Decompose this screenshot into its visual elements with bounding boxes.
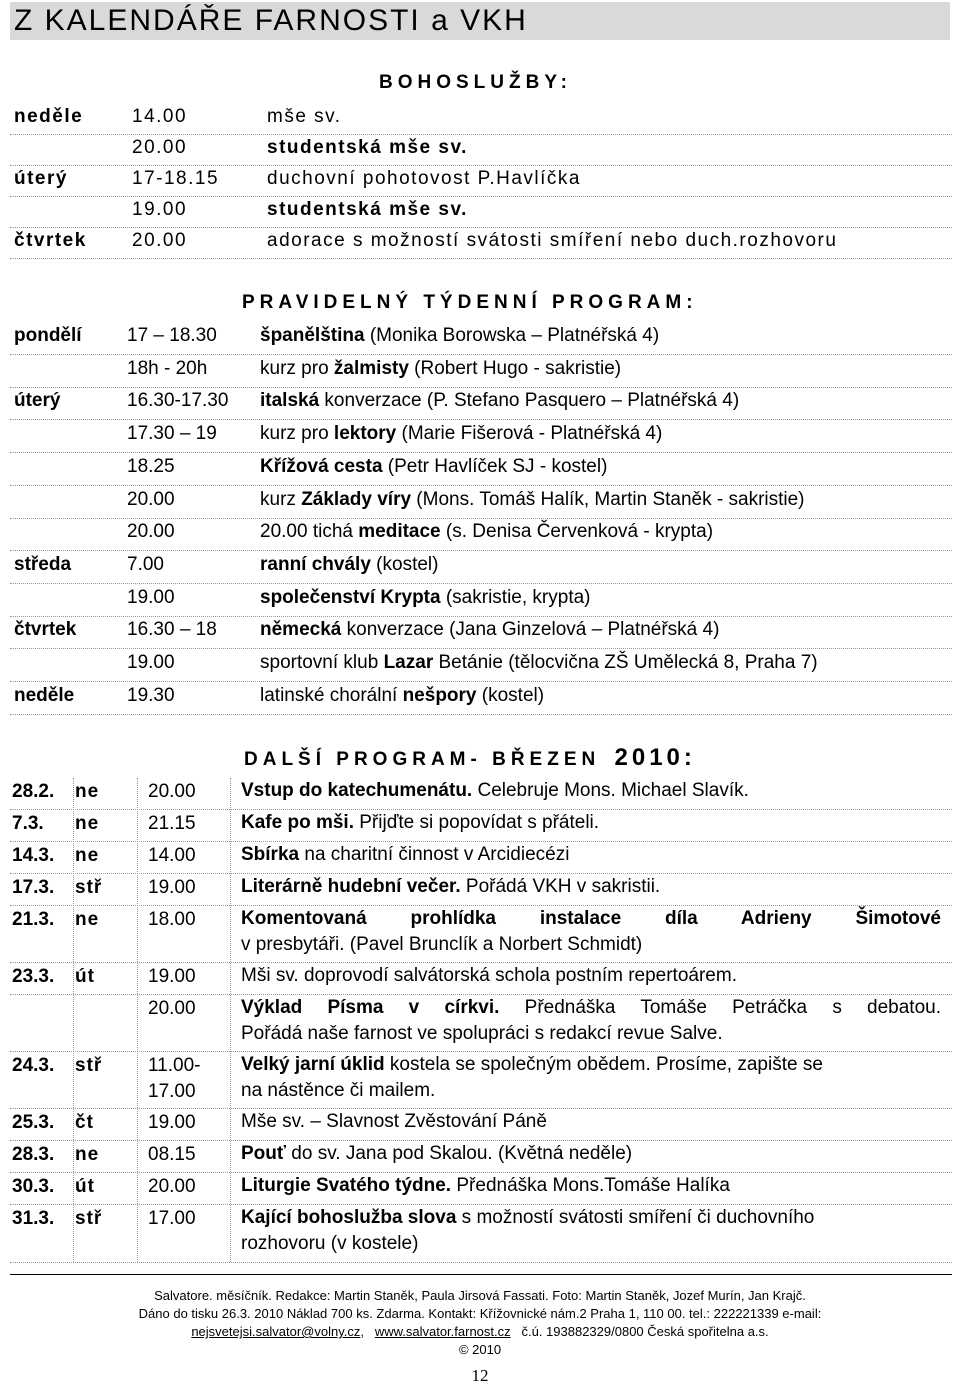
weekly-time: 18.25 xyxy=(127,455,175,477)
event-date: 23.3. xyxy=(12,966,55,987)
weekly-desc-bold: Základy víry xyxy=(301,488,412,510)
event-date: 14.3. xyxy=(12,845,55,866)
event-date: 21.3. xyxy=(12,909,55,930)
event-row xyxy=(10,995,952,1052)
weekly-row xyxy=(10,584,952,617)
weekly-desc-pre: kurz pro xyxy=(260,357,334,379)
weekly-desc-post: (Monika Borowska – Platnéřská 4) xyxy=(364,325,660,346)
weekly-desc-pre: kurz xyxy=(260,488,302,510)
weekly-row xyxy=(10,387,952,420)
event-date: 31.3. xyxy=(12,1208,55,1229)
weekly-title: PRAVIDELNÝ TÝDENNÍ PROGRAM: xyxy=(242,292,698,313)
copyright: © 2010 xyxy=(458,1342,502,1357)
weekly-desc-bold: německá xyxy=(260,619,342,641)
event-weekday: ne xyxy=(75,845,100,866)
weekly-desc xyxy=(260,685,544,707)
event-row xyxy=(10,906,952,963)
event-desc-line2: rozhovoru (v kostele) xyxy=(241,1233,419,1254)
service-desc: adorace s možností svátosti smíření nebo duch.rozhovoru xyxy=(267,230,838,251)
footer-credits: Salvatore. měsíčník. Redakce: Martin Staněk, Paula Jirsová Fassati. Foto: Martin Staněk, Jozef Murín, Jan Krajč. xyxy=(154,1288,806,1303)
weekly-desc-post: (Petr Havlíček SJ - kostel) xyxy=(382,455,608,477)
weekly-time: 16.30-17.30 xyxy=(127,390,229,412)
event-time: 20.00 xyxy=(148,998,196,1019)
weekly-time: 19.00 xyxy=(127,652,175,673)
event-row xyxy=(10,1141,952,1173)
weekly-day: neděle xyxy=(14,684,75,706)
event-row xyxy=(10,842,952,874)
event-desc-rest: kostela se společným obědem. Prosíme, zapište se xyxy=(384,1054,823,1075)
event-desc-bold: Pouť xyxy=(241,1143,286,1164)
weekly-desc xyxy=(260,358,621,380)
event-desc-line xyxy=(241,963,941,989)
event-desc xyxy=(241,963,941,989)
event-desc-bold: Kající bohoslužba slova xyxy=(241,1207,457,1228)
event-desc xyxy=(241,874,941,900)
other-title-year: 2010: xyxy=(614,744,696,771)
event-desc-line xyxy=(241,1109,941,1135)
event-desc xyxy=(241,1109,941,1135)
event-weekday: stř xyxy=(75,1055,103,1076)
event-desc xyxy=(241,1052,941,1104)
footer-divider xyxy=(10,1274,952,1275)
event-date: 7.3. xyxy=(12,813,44,834)
weekly-time: 18h - 20h xyxy=(127,357,208,379)
event-row xyxy=(10,810,952,842)
weekly-desc-pre: sportovní klub xyxy=(260,652,384,673)
event-desc-rest: na charitní činnost v Arcidiecézi xyxy=(299,844,570,865)
weekly-desc xyxy=(260,456,607,478)
event-desc xyxy=(241,1141,941,1167)
event-desc-bold: Vstup do katechumenátu. xyxy=(241,780,473,801)
service-day: neděle xyxy=(14,106,84,127)
weekly-desc-post: konverzace (Jana Ginzelová – Platnéřská 4) xyxy=(341,619,720,641)
weekly-time: 17.30 – 19 xyxy=(127,423,217,445)
event-desc-line xyxy=(241,1052,941,1078)
event-weekday: ne xyxy=(75,813,100,834)
service-desc: duchovní pohotovost P.Havlíčka xyxy=(267,168,581,189)
event-desc-line xyxy=(241,874,941,900)
event-weekday: stř xyxy=(75,877,103,898)
weekly-desc-bold: ranní chvály xyxy=(260,553,371,575)
event-time: 14.00 xyxy=(148,845,196,866)
event-weekday: út xyxy=(75,1176,95,1197)
event-weekday: stř xyxy=(75,1208,103,1229)
event-date: 17.3. xyxy=(12,877,55,898)
weekly-desc xyxy=(260,489,805,511)
weekly-desc-post: konverzace (P. Stefano Pasquero – Platnéřská 4) xyxy=(319,390,740,412)
weekly-time: 19.00 xyxy=(127,586,175,608)
weekly-time: 17 – 18.30 xyxy=(127,325,217,346)
weekly-desc xyxy=(260,390,739,412)
event-time: 19.00 xyxy=(148,1112,196,1133)
services-title: BOHOSLUŽBY: xyxy=(379,72,572,93)
service-desc: studentská mše sv. xyxy=(267,199,468,220)
event-desc xyxy=(241,1205,941,1257)
event-date: 28.2. xyxy=(12,781,55,802)
event-weekday: ne xyxy=(75,781,100,802)
event-desc-rest: Mši sv. doprovodí salvátorská schola postním repertoárem. xyxy=(241,965,737,986)
weekly-row xyxy=(10,616,952,649)
event-weekday: ne xyxy=(75,1144,100,1165)
event-desc-rest: Pořádá VKH v sakristii. xyxy=(460,876,661,897)
event-desc-rest: Přijďte si popovídat s přáteli. xyxy=(353,812,600,833)
service-row xyxy=(10,228,952,259)
event-desc xyxy=(241,906,941,958)
event-weekday: čt xyxy=(75,1112,94,1133)
event-time: 08.15 xyxy=(148,1144,196,1165)
weekly-row xyxy=(10,486,952,519)
event-date: 30.3. xyxy=(12,1176,55,1197)
weekly-desc-bold: společenství Krypta xyxy=(260,586,441,608)
service-row xyxy=(10,166,952,197)
event-row xyxy=(10,778,952,810)
event-desc-line xyxy=(241,778,941,804)
event-row xyxy=(10,1173,952,1205)
service-desc: studentská mše sv. xyxy=(267,137,468,158)
service-time: 19.00 xyxy=(132,199,188,220)
web-link[interactable]: www.salvator.farnost.cz xyxy=(374,1324,511,1339)
weekly-day: čtvrtek xyxy=(14,619,77,641)
weekly-desc xyxy=(260,521,713,543)
other-title-text: DALŠÍ PROGRAM- BŘEZEN xyxy=(244,749,601,770)
event-time: 17.00 xyxy=(148,1208,196,1229)
event-desc-bold: Výklad Písma v církvi. xyxy=(241,997,500,1018)
event-desc-line xyxy=(241,810,941,836)
event-time-end: 17.00 xyxy=(148,1081,196,1102)
event-time: 19.00 xyxy=(148,966,196,987)
event-desc-bold: Komentovaná prohlídka instalace díla Adrieny Šimotové xyxy=(241,908,941,929)
event-desc xyxy=(241,842,941,868)
page-title: Z KALENDÁŘE FARNOSTI a VKH xyxy=(10,2,950,40)
event-desc-rest: Celebruje Mons. Michael Slavík. xyxy=(472,780,749,801)
event-time: 11.00- xyxy=(148,1055,201,1076)
weekly-row xyxy=(10,420,952,453)
weekly-desc xyxy=(260,325,659,347)
event-desc-line xyxy=(241,1141,941,1167)
weekly-desc-bold: žalmisty xyxy=(333,357,409,379)
weekly-row xyxy=(10,649,952,682)
event-desc xyxy=(241,810,941,836)
weekly-desc-bold: španělština xyxy=(260,325,365,346)
footer-links: nejsvetejsi.salvator@volny.cz, www.salvator.farnost.cz č.ú. 193882329/0800 Česká spořitelna a.s. xyxy=(191,1324,769,1339)
event-desc-bold: Kafe po mši. xyxy=(241,812,354,833)
weekly-desc-post: (s. Denisa Červenková - krypta) xyxy=(440,521,714,543)
weekly-row xyxy=(10,453,952,486)
weekly-desc-post: (sakristie, krypta) xyxy=(440,586,591,608)
event-desc-line2: Pořádá naše farnost ve spolupráci s redakcí revue Salve. xyxy=(241,1023,723,1044)
event-desc-bold: Literárně hudební večer. xyxy=(241,876,461,897)
event-desc-rest: do sv. Jana pod Skalou. (Květná neděle) xyxy=(286,1143,633,1164)
weekly-desc-pre: 20.00 tichá xyxy=(260,521,359,543)
event-row xyxy=(10,963,952,995)
service-desc: mše sv. xyxy=(267,106,342,127)
event-desc-line xyxy=(241,842,941,868)
event-desc-line xyxy=(241,1205,941,1231)
event-row xyxy=(10,1205,952,1263)
weekly-desc xyxy=(260,619,719,641)
event-row xyxy=(10,1052,952,1109)
weekly-desc-bold: italská xyxy=(260,390,320,412)
event-desc xyxy=(241,778,941,804)
event-time: 18.00 xyxy=(148,909,196,930)
event-desc xyxy=(241,1173,941,1199)
weekly-row xyxy=(10,355,952,388)
event-desc-rest: s možností svátosti smíření či duchovního xyxy=(456,1207,815,1228)
weekly-row xyxy=(10,682,952,715)
event-desc-line2: na nástěnce či mailem. xyxy=(241,1080,436,1101)
weekly-day: středa xyxy=(14,553,72,575)
weekly-time: 20.00 xyxy=(127,521,175,543)
event-desc-line xyxy=(241,906,941,932)
weekly-desc-post: (kostel) xyxy=(476,684,545,706)
event-desc-rest: Přednáška Mons.Tomáše Halíka xyxy=(451,1175,730,1196)
bank-account: č.ú. 193882329/0800 Česká spořitelna a.s. xyxy=(521,1324,769,1339)
service-time: 20.00 xyxy=(132,137,188,158)
service-time: 17-18.15 xyxy=(132,168,220,189)
event-date: 25.3. xyxy=(12,1112,55,1133)
event-time: 20.00 xyxy=(148,1176,196,1197)
weekly-desc xyxy=(260,652,818,674)
event-desc-rest: Mše sv. – Slavnost Zvěstování Páně xyxy=(241,1111,547,1132)
weekly-desc-post: (Mons. Tomáš Halík, Martin Staněk - sakristie) xyxy=(411,488,805,510)
weekly-time: 16.30 – 18 xyxy=(127,619,217,641)
weekly-desc xyxy=(260,587,591,609)
weekly-time: 20.00 xyxy=(127,488,175,510)
event-row xyxy=(10,874,952,906)
event-desc-line2: v presbytáři. (Pavel Brunclík a Norbert Schmidt) xyxy=(241,934,643,955)
email-link[interactable]: nejsvetejsi.salvator@volny.cz xyxy=(191,1324,361,1339)
weekly-desc xyxy=(260,423,662,445)
weekly-desc-bold: nešpory xyxy=(402,684,477,706)
event-date: 28.3. xyxy=(12,1144,55,1165)
service-row xyxy=(10,104,952,135)
footer-contact: Dáno do tisku 26.3. 2010 Náklad 700 ks. Zdarma. Kontakt: Křížovnické nám.2 Praha 1, 110 00. tel.: 222221339 e-mail: xyxy=(138,1306,822,1321)
event-time: 21.15 xyxy=(148,813,196,834)
event-desc-line xyxy=(241,995,941,1021)
event-desc-rest: Přednáška Tomáše Petráčka s debatou. xyxy=(499,997,941,1018)
event-desc-line xyxy=(241,1173,941,1199)
event-row xyxy=(10,1109,952,1141)
weekly-desc-bold: Lazar xyxy=(383,652,434,673)
service-day: čtvrtek xyxy=(14,230,87,251)
weekly-desc-pre: latinské chorální xyxy=(260,684,403,706)
event-time: 19.00 xyxy=(148,877,196,898)
page-number: 12 xyxy=(471,1366,489,1385)
event-date: 24.3. xyxy=(12,1055,55,1076)
other-title xyxy=(244,744,696,772)
event-weekday: út xyxy=(75,966,95,987)
service-time: 14.00 xyxy=(132,106,188,127)
weekly-desc-post: (Robert Hugo - sakristie) xyxy=(408,357,622,379)
weekly-desc-post: (Marie Fišerová - Platnéřská 4) xyxy=(396,423,663,445)
weekly-desc-bold: Křížová cesta xyxy=(260,455,383,477)
weekly-time: 7.00 xyxy=(127,553,164,575)
weekly-desc-bold: lektory xyxy=(333,423,397,445)
event-desc xyxy=(241,995,941,1047)
service-time: 20.00 xyxy=(132,230,188,251)
weekly-desc-post: Betánie (tělocvična ZŠ Umělecká 8, Praha 7) xyxy=(433,652,818,673)
service-day: úterý xyxy=(14,168,68,189)
event-time: 20.00 xyxy=(148,781,196,802)
weekly-desc xyxy=(260,554,438,576)
service-row xyxy=(10,197,952,228)
weekly-desc-bold: meditace xyxy=(358,521,441,543)
weekly-row xyxy=(10,322,952,355)
event-desc-bold: Velký jarní úklid xyxy=(241,1054,385,1075)
weekly-time: 19.30 xyxy=(127,684,175,706)
weekly-day: úterý xyxy=(14,390,61,412)
event-weekday: ne xyxy=(75,909,100,930)
weekly-row xyxy=(10,518,952,551)
event-desc-bold: Sbírka xyxy=(241,844,300,865)
weekly-desc-pre: kurz pro xyxy=(260,423,334,445)
event-desc-bold: Liturgie Svatého týdne. xyxy=(241,1175,452,1196)
weekly-day: pondělí xyxy=(14,325,82,346)
weekly-row xyxy=(10,551,952,584)
weekly-desc-post: (kostel) xyxy=(370,553,439,575)
service-row xyxy=(10,135,952,166)
